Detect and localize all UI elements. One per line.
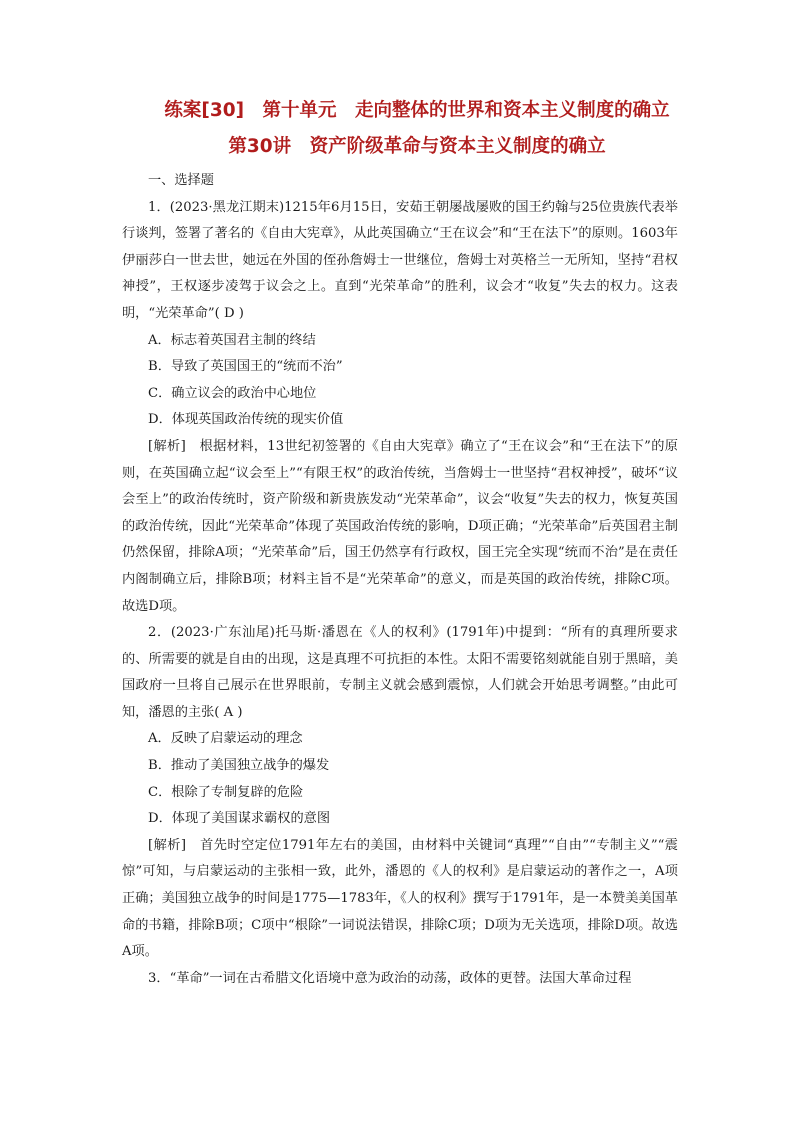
question-2-option-a: A．反映了启蒙运动的理念 [148, 731, 303, 747]
question-3-stem: 3．“革命”一词在古希腊文化语境中意为政治的动荡，政体的更替。法国大革命过程 [148, 970, 632, 986]
section-heading: 一、选择题 [148, 173, 214, 188]
question-1-option-d: D．体现英国政治传统的现实价值 [148, 412, 344, 428]
question-2-option-b: B．推动了美国独立战争的爆发 [148, 758, 330, 774]
question-1-analysis: [解析] 根据材料，13世纪初签署的《自由大宪章》确立了“王在议会”和“王在法下”的原则，在英国确立起“议会至上”“有限王权”的政治传统，当詹姆士一世坚持“君权神授”，破坏“议会至上”的政治传统时，资产阶级和新贵族发动“光荣革命”，议会“收复”失去的权力，恢复英国的政治传统，因此“光荣革命”体现了英国政治传统的影响，D项正确；“光荣革命”后英国君主制仍然保留，排除A项；“光荣革命”后，国王仍然享有行政权，国王完全实现“统而不治”是在责任内阁制确立后，排除B项；材料主旨不是“光荣革命”的意义，而是英国的政治传统，排除C项。故选D项。 [122, 438, 678, 614]
question-2-option-c: C．根除了专制复辟的危险 [148, 784, 304, 800]
question-2-stem: 2．(2023·广东汕尾)托马斯·潘恩在《人的权利》(1791年)中提到：“所有的真理所要求的、所需要的就是自由的出现，这是真理不可抗拒的本性。太阳不需要铭刻就能自别于黑暗，美国政府一旦将自己展示在世界眼前，专制主义就会感到震惊，人们就会开始思考调整。”由此可知，潘恩的主张( A ) [122, 625, 678, 720]
question-2-analysis: [解析] 首先时空定位1791年左右的美国，由材料中关键词“真理”“自由”“专制主义”“震惊”可知，与启蒙运动的主张相一致，此外，潘恩的《人的权利》是启蒙运动的著作之一，A项正确；美国独立战争的时间是1775—1783年，《人的权利》撰写于1791年，是一本赞美美国革命的书籍，排除B项；C项中“根除”一词说法错误，排除C项；D项为无关选项，排除D项。故选A项。 [122, 837, 678, 960]
question-1-option-b: B．导致了英国国王的“统而不治” [148, 359, 343, 375]
question-2-option-d: D．体现了美国谋求霸权的意图 [148, 811, 331, 827]
header-lesson-title: 第30讲 资产阶级革命与资本主义制度的确立 [228, 136, 606, 157]
header-unit-title: 练案[30] 第十单元 走向整体的世界和资本主义制度的确立 [164, 100, 670, 121]
question-1-option-a: A．标志着英国君主制的终结 [148, 332, 316, 348]
question-1-option-c: C．确立议会的政治中心地位 [148, 385, 317, 401]
question-1-stem: 1．(2023·黑龙江期末)1215年6月15日，安茹王朝屡战屡败的国王约翰与25位贵族代表举行谈判，签署了著名的《自由大宪章》，从此英国确立“王在议会”和“王在法下”的原则。1603年伊丽莎白一世去世，她远在外国的侄孙詹姆士一世继位，詹姆士对英格兰一无所知，坚持“君权神授”，王权逐步凌驾于议会之上。直到“光荣革命”的胜利，议会才“收复”失去的权力。这表明，“光荣革命”( D ) [122, 199, 678, 321]
document-body [122, 168, 678, 992]
